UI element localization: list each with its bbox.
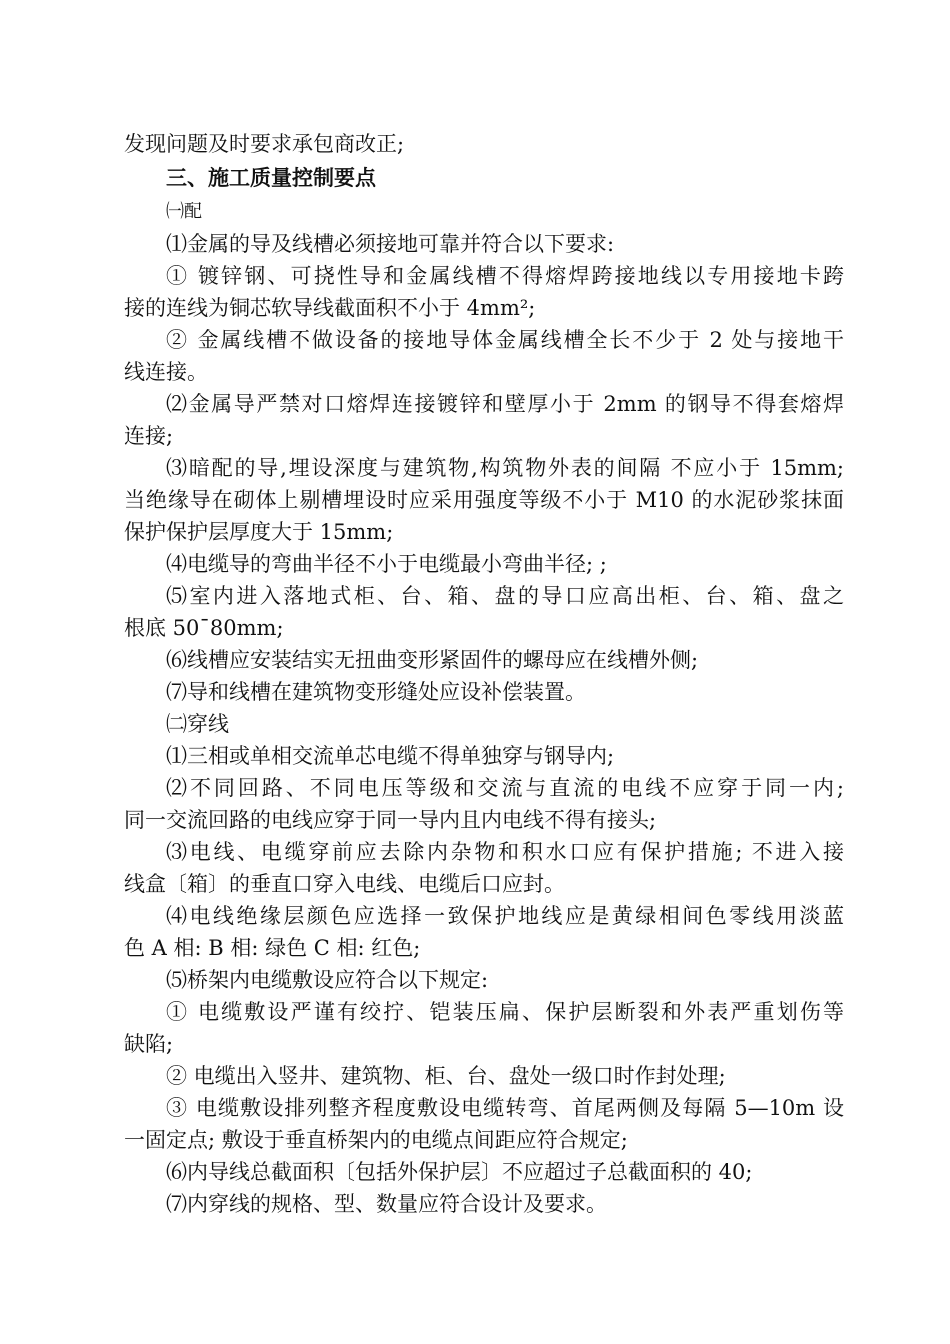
text-line: 发现问题及时要求承包商改正;: [124, 132, 405, 156]
text-line: ⑹线槽应安装结实无扭曲变形紧固件的螺母应在线槽外侧;: [166, 648, 699, 672]
text-line: 线盒〔箱〕的垂直口穿入电线、电缆后口应封。: [124, 872, 565, 896]
text-line: 色 A 相: B 相: 绿色 C 相: 红色;: [124, 936, 421, 960]
text-line: 当绝缘导在砌体上剔槽埋设时应采用强度等级不小于 M10 的水泥砂浆抹面: [124, 488, 844, 512]
text-line: 接的连线为铜芯软导线截面积不小于 4mm²;: [124, 296, 536, 320]
section-heading: 三、施工质量控制要点: [166, 166, 376, 190]
text-line: 一固定点; 敷设于垂直桥架内的电缆点间距应符合规定;: [124, 1128, 628, 1152]
text-line: ① 电缆敷设严谨有绞拧、铠装压扁、保护层断裂和外表严重划伤等: [166, 1000, 844, 1024]
text-line: 同一交流回路的电线应穿于同一导内且内电线不得有接头;: [124, 808, 657, 832]
text-line: ⑶电线、电缆穿前应去除内杂物和积水口应有保护措施; 不进入接: [166, 840, 844, 864]
text-line: ⑺导和线槽在建筑物变形缝处应设补偿装置。: [166, 680, 586, 704]
text-line: ③ 电缆敷设排列整齐程度敷设电缆转弯、首尾两侧及每隔 5—10m 设: [166, 1096, 844, 1120]
text-line: 连接;: [124, 424, 174, 448]
text-line: ⑹内导线总截面积〔包括外保护层〕不应超过子总截面积的 40;: [166, 1160, 753, 1184]
text-line: 线连接。: [124, 360, 208, 384]
text-line: 保护保护层厚度大于 15mm;: [124, 520, 394, 544]
text-line: ① 镀锌钢、可挠性导和金属线槽不得熔焊跨接地线以专用接地卡跨: [166, 264, 844, 288]
text-line: ② 电缆出入竖井、建筑物、柜、台、盘处一级口时作封处理;: [166, 1064, 726, 1088]
text-line: 缺陷;: [124, 1032, 174, 1056]
text-line: ⑷电缆导的弯曲半径不小于电缆最小弯曲半径; ;: [166, 552, 607, 576]
subsection-heading: ㈠配: [166, 201, 202, 222]
text-line: ② 金属线槽不做设备的接地导体金属线槽全长不少于 2 处与接地干: [166, 328, 844, 352]
text-line: ⑸室内进入落地式柜、台、箱、盘的导口应高出柜、台、箱、盘之: [166, 584, 844, 608]
text-line: ⑷电线绝缘层颜色应选择一致保护地线应是黄绿相间色零线用淡蓝: [166, 904, 844, 928]
text-line: ⑺内穿线的规格、型、数量应符合设计及要求。: [166, 1192, 607, 1216]
text-line: ⑴金属的导及线槽必须接地可靠并符合以下要求:: [166, 232, 615, 256]
text-line: ⑶暗配的导,埋设深度与建筑物,构筑物外表的间隔 不应小于 15mm;: [166, 456, 844, 480]
subsection-heading: ㈡穿线: [166, 712, 229, 736]
text-line: 根底 50¯80mm;: [124, 616, 284, 640]
text-line: ⑵金属导严禁对口熔焊连接镀锌和壁厚小于 2mm 的钢导不得套熔焊: [166, 392, 844, 416]
text-line: ⑴三相或单相交流单芯电缆不得单独穿与钢导内;: [166, 744, 615, 768]
text-line: ⑸桥架内电缆敷设应符合以下规定:: [166, 968, 489, 992]
text-line: ⑵不同回路、不同电压等级和交流与直流的电线不应穿于同一内;: [166, 776, 844, 800]
